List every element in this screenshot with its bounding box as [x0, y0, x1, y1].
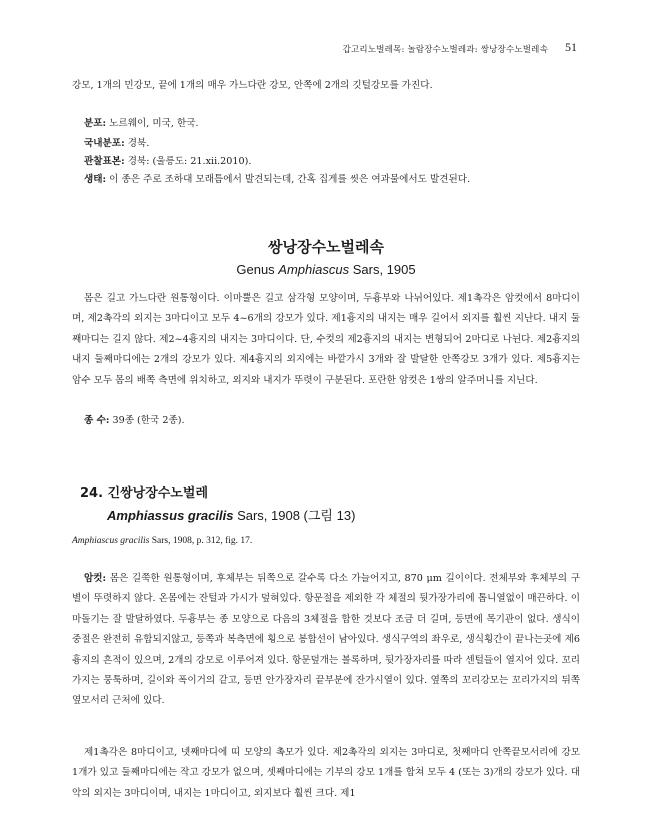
species-number: 24. — [80, 486, 104, 501]
info-value: 경북. — [127, 138, 150, 149]
species-latin-heading — [107, 505, 355, 524]
species-citation: Amphiascus gracilis Sars, 1908, p. 312, fig. 17. — [72, 536, 253, 546]
species-count-value: 39종 (한국 2종). — [112, 415, 185, 426]
genus-title-korean: 쌍낭장수노벌레속 — [268, 238, 384, 256]
page-number: 51 — [565, 40, 577, 54]
info-specimens: 관찰표본: 경북: (울릉도: 21.xii.2010). — [84, 156, 252, 167]
info-label: 분포 — [84, 118, 103, 129]
species-count: 종 수: 39종 (한국 2종). — [84, 415, 185, 426]
species-count-label: 종 수 — [84, 415, 106, 426]
info-distribution: 분포: 노르웨이, 미국, 한국. — [84, 118, 199, 129]
antenna-description: 제1촉각은 8마디이고, 넷째마디에 띠 모양의 촉모가 있다. 제2촉각의 외지는 3마디로, 첫째마디 안쪽끝모서리에 강모 1개가 있고 둘째마디에는 작고 강모가 없으며, 셋째마디에는 기부의 강모 1개를 합쳐 모두 4 (또는 3)개의 강모가 있다. 대악의 외지는 3마디이며, 내지는 1마디이고, 외지보다 훨씬 크다. 제1 — [72, 747, 580, 799]
running-head: 갑고리노벌레목: 놀람장수노벌레과: 쌍낭장수노벌레속 — [342, 45, 548, 55]
info-label: 관찰표본 — [84, 156, 122, 167]
species-author: Sars, 1908 (그림 13) — [233, 508, 356, 523]
genus-name: Amphiascus — [278, 262, 350, 277]
genus-description: 몸은 길고 가느다란 원통형이다. 이마뿔은 길고 삼각형 모양이며, 두흉부와 나뉘어있다. 제1촉각은 암컷에서 8마디이며, 제2촉각의 외지는 3마디이고 모두 4~6개의 강모가 있다. 제1흉지의 내지는 매우 길어서 외지를 훨씬 지난다. 내지 둘째마디는 길지 않다. 제2~4흉지의 내지는 3마디이다. 단, 수컷의 제2흉지의 내지는 변형되어 2마디로 나뉜다. 제2흉지의 내지 둘째마디에는 2개의 강모가 있다. 제4흉지의 외지에는 바깥가시 3개와 잘 발달한 안쪽강모 3개가 있다. 제5흉지는 암수 모두 몸의 배쪽 측면에 위치하고, 외지와 내지가 뚜렷이 구분된다. 포란한 암컷은 1쌍의 알주머니를 지닌다. — [72, 293, 580, 386]
species-heading — [80, 482, 208, 501]
info-label: 국내분포 — [84, 138, 122, 149]
info-ecology: 생태: 이 종은 주로 조하대 모래틈에서 발견되는데, 간혹 집게를 씻은 여과물에서도 발견된다. — [84, 174, 471, 185]
female-description: 암컷: 몸은 길쭉한 원통형이며, 후체부는 뒤쪽으로 갈수록 다소 가늘어지고, 870 μm 길이이다. 전체부와 후체부의 구별이 뚜렷하지 않다. 온몸에는 잔털과 가시가 덮혀있다. 항문절을 제외한 각 체절의 뒷가장가리에 톱니열없이 매끈하다. 이마돌기는 잘 발달하였다. 두흉부는 종 모양으로 다음의 3체절을 합한 것보다 조금 더 길며, 등면에 목기관이 없다. 생식이중절은 완전히 유합되지않고, 등쪽과 복측면에 횡으로 봉합선이 남아있다. 생식구역의 좌우로, 생식횡간이 끝나는곳에 제6흉지의 흔적이 있으며, 2개의 강모로 이루어져 있다. 항문덮개는 볼록하며, 뒷가장자리를 따라 센털들이 열지어 있다. 꼬리가지는 뭉툭하며, 길이와 폭이거의 같고, 등면 안가장자리 끝부분에 잔가시열이 있다. 옆쪽의 꼬리강모는 꼬리가지의 뒤쪽 옆모서리 근처에 있다. — [72, 573, 580, 707]
info-label: 생태 — [84, 174, 103, 185]
info-value: 노르웨이, 미국, 한국. — [109, 118, 199, 129]
female-label: 암컷 — [84, 573, 103, 584]
info-value: 경북: (울릉도: 21.xii.2010). — [127, 156, 252, 167]
species-scientific-name: Amphiassus gracilis — [107, 508, 234, 523]
intro-line: 강모, 1개의 민강모, 끝에 1개의 매우 가느다란 강모, 안쪽에 2개의 깃털강모를 가진다. — [72, 80, 433, 91]
info-value: 이 종은 주로 조하대 모래틈에서 발견되는데, 간혹 집게를 씻은 여과물에서도 발견된다. — [109, 174, 471, 185]
info-domestic: 국내분포: 경북. — [84, 138, 150, 149]
genus-title-latin: Genus Amphiascus Sars, 1905 — [236, 262, 416, 277]
species-korean-name: 긴쌍낭장수노벌레 — [107, 486, 209, 501]
